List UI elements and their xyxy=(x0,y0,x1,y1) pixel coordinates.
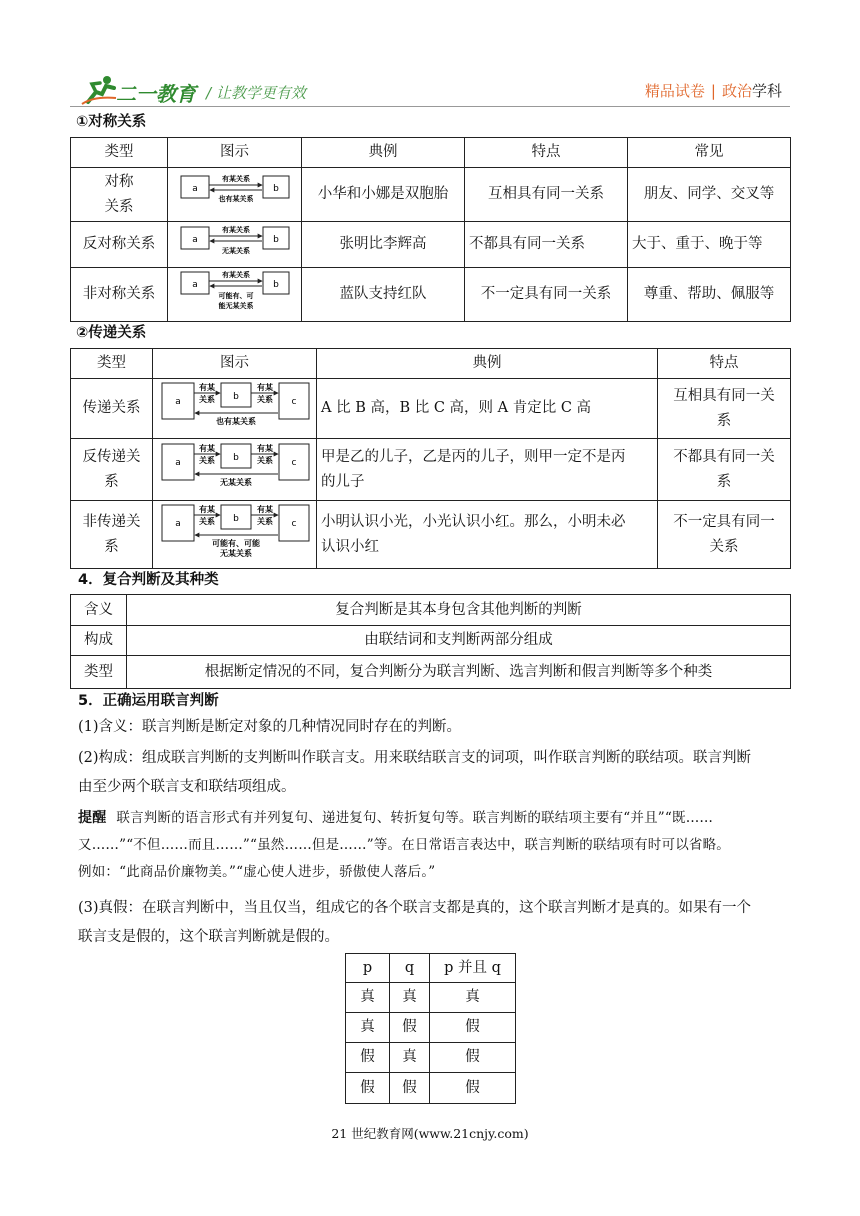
link-top-label: 有某 xyxy=(198,383,215,392)
node-a: a xyxy=(191,280,198,290)
node-c: c xyxy=(291,458,296,468)
truth-cell: 假 xyxy=(390,1073,430,1104)
type-cell: 反对称关系 xyxy=(71,222,168,268)
header-cell: 类型 xyxy=(71,349,153,379)
truth-cell: 假 xyxy=(346,1073,390,1104)
header-cell: 特点 xyxy=(658,349,791,379)
header-cell: 特点 xyxy=(465,138,628,168)
table-row xyxy=(346,1073,516,1104)
table-header-row xyxy=(346,954,516,983)
common-cell: 尊重、帮助、佩服等 xyxy=(628,268,791,322)
paragraph-structure xyxy=(78,744,784,802)
link-top-label: 有某 xyxy=(256,505,273,514)
node-a: a xyxy=(174,397,181,407)
feature-line: 不一定具有同一 xyxy=(673,513,775,530)
transitive-relation-diagram xyxy=(159,379,311,429)
section-transitive-title: ②传递关系 xyxy=(76,325,147,341)
type-line: 系 xyxy=(104,473,119,490)
content-cell: 复合判断是其本身包含其他判断的判断 xyxy=(127,595,791,626)
header-cell: p 并且 q xyxy=(430,954,516,983)
node-a: a xyxy=(191,235,198,245)
truth-cell: 假 xyxy=(390,1013,430,1043)
header-cell: 常见 xyxy=(628,138,791,168)
tip-line xyxy=(78,805,784,832)
link-top-label: 有某 xyxy=(256,444,273,453)
header-cell: p xyxy=(346,954,390,983)
relation-bottom-label-2: 能无某关系 xyxy=(218,302,253,310)
feature-line: 关系 xyxy=(709,538,739,555)
header-divider xyxy=(70,106,790,107)
type-line: 系 xyxy=(104,538,119,555)
example-cell: 张明比李辉高 xyxy=(302,222,465,268)
truth-cell: 真 xyxy=(390,983,430,1013)
relation-bottom-label: 也有某关系 xyxy=(218,195,253,203)
example-cell xyxy=(317,439,658,501)
type-cell xyxy=(71,439,153,501)
paragraph-line: (3)真假：在联言判断中，当且仅当，组成它的各个联言支都是真的，这个联言判断才是真的。如果有一个 xyxy=(78,900,752,916)
paragraph-line: 联言支是假的，这个联言判断就是假的。 xyxy=(78,929,339,945)
feature-line: 系 xyxy=(716,473,732,490)
example-cell: 蓝队支持红队 xyxy=(302,268,465,322)
example-line: 甲是乙的儿子，乙是丙的儿子，则甲一定不是丙 xyxy=(321,448,626,465)
section-compound-title: 4．复合判断及其种类 xyxy=(78,572,219,588)
link-mid-label: 关系 xyxy=(256,517,273,526)
node-a: a xyxy=(174,519,181,529)
link-mid-label: 关系 xyxy=(198,456,215,465)
type-cell xyxy=(71,168,168,222)
link-top-label: 有某 xyxy=(198,444,215,453)
truth-cell: 真 xyxy=(430,983,516,1013)
diagram-cell xyxy=(153,379,317,439)
header-cell: 图示 xyxy=(168,138,302,168)
relation-top-label: 有某关系 xyxy=(221,226,250,234)
tip-text: 联言判断的语言形式有并列复句、递进复句、转折复句等。联言判断的联结项主要有“并且”“既…… xyxy=(116,810,714,826)
truth-cell: 真 xyxy=(346,983,390,1013)
feature-line: 不都具有同一关 xyxy=(673,448,775,465)
table-row xyxy=(346,1043,516,1073)
feature-cell xyxy=(658,379,791,439)
example-cell xyxy=(317,501,658,569)
example-cell: 小华和小娜是双胞胎 xyxy=(302,168,465,222)
paragraph-line: (2)构成：组成联言判断的支判断叫作联言支。用来联结联言支的词项，叫作联言判断的联结项。联言判断 xyxy=(78,750,752,766)
truth-cell: 真 xyxy=(346,1013,390,1043)
diagram-cell xyxy=(153,501,317,569)
node-b: b xyxy=(232,392,239,402)
node-b: b xyxy=(232,514,239,524)
example-line: 认识小红 xyxy=(321,538,379,555)
section-symmetric-title: ①对称关系 xyxy=(76,114,147,130)
feature-cell: 互相具有同一关系 xyxy=(465,168,628,222)
type-line: 非传递关 xyxy=(82,513,141,530)
table-row xyxy=(71,168,791,222)
type-cell: 非对称关系 xyxy=(71,268,168,322)
antitransitive-relation-diagram xyxy=(159,440,311,490)
diagram-cell xyxy=(168,268,302,322)
content-cell: 由联结词和支判断两部分组成 xyxy=(127,626,791,656)
table-row xyxy=(346,983,516,1013)
table-row xyxy=(71,626,791,656)
table-row xyxy=(71,656,791,689)
section-conjunctive-title: 5．正确运用联言判断 xyxy=(78,693,219,709)
page-footer: 21 世纪教育网(www.21cnjy.com) xyxy=(331,1126,529,1141)
node-b: b xyxy=(272,280,279,290)
link-mid-label: 关系 xyxy=(198,517,215,526)
type-cell: 传递关系 xyxy=(71,379,153,439)
table-row xyxy=(71,501,791,569)
table-header-row xyxy=(71,138,791,168)
truth-cell: 假 xyxy=(430,1073,516,1104)
header-subject xyxy=(645,80,782,101)
table-row xyxy=(71,439,791,501)
link-mid-label: 关系 xyxy=(256,395,273,404)
node-b: b xyxy=(272,184,279,194)
antisymmetric-relation-diagram xyxy=(173,222,297,258)
relation-bottom-label: 无某关系 xyxy=(221,247,250,255)
feature-cell xyxy=(658,501,791,569)
feature-cell xyxy=(658,439,791,501)
node-a: a xyxy=(174,458,181,468)
truth-cell: 假 xyxy=(346,1043,390,1073)
header-subject-suffix: 学科 xyxy=(751,82,782,100)
label-cell: 类型 xyxy=(71,656,127,689)
runner-logo-icon xyxy=(80,74,120,106)
paragraph-definition: (1)含义：联言判断是断定对象的几种情况同时存在的判断。 xyxy=(78,719,462,735)
table-row xyxy=(71,595,791,626)
node-c: c xyxy=(291,397,296,407)
link-mid-label: 关系 xyxy=(198,395,215,404)
header-cell: 典例 xyxy=(317,349,658,379)
link-top-label: 有某 xyxy=(256,383,273,392)
header-cell: 典例 xyxy=(302,138,465,168)
symmetric-relation-diagram xyxy=(173,170,297,210)
compound-judgment-table xyxy=(70,594,791,689)
brand-name: 二一教育 xyxy=(116,82,196,106)
label-cell: 含义 xyxy=(71,595,127,626)
relation-top-label: 有某关系 xyxy=(221,271,250,279)
label-cell: 构成 xyxy=(71,626,127,656)
node-b: b xyxy=(272,235,279,245)
content-cell: 根据断定情况的不同，复合判断分为联言判断、选言判断和假言判断等多个种类 xyxy=(127,656,791,689)
header-cell: 图示 xyxy=(153,349,317,379)
transitive-table xyxy=(70,348,791,569)
link-mid-label: 关系 xyxy=(256,456,273,465)
tip-box xyxy=(78,805,784,886)
truth-cell: 假 xyxy=(430,1043,516,1073)
tip-line: 例如：“此商品价廉物美。”“虚心使人进步，骄傲使人落后。” xyxy=(78,864,436,880)
truth-table xyxy=(345,953,516,1104)
link-top-label: 有某 xyxy=(198,505,215,514)
table-row xyxy=(71,268,791,322)
node-c: c xyxy=(291,519,296,529)
node-a: a xyxy=(191,184,198,194)
relation-bottom-label: 也有某关系 xyxy=(215,417,256,426)
tip-label: 提醒 xyxy=(78,810,107,826)
common-cell: 朋友、同学、交叉等 xyxy=(628,168,791,222)
nontransitive-relation-diagram xyxy=(159,501,311,559)
type-line: 对称 xyxy=(104,173,134,190)
header-cell: q xyxy=(390,954,430,983)
feature-line: 互相具有同一关 xyxy=(673,387,775,404)
relation-bottom-label: 可能有、可 xyxy=(218,292,253,300)
diagram-cell xyxy=(168,222,302,268)
relation-bottom-label: 可能有、可能 xyxy=(211,539,260,548)
truth-cell: 假 xyxy=(430,1013,516,1043)
brand-slogan: / 让教学更有效 xyxy=(206,84,306,102)
common-cell: 大于、重于、晚于等 xyxy=(628,222,791,268)
example-line: 的儿子 xyxy=(321,473,365,490)
diagram-cell xyxy=(168,168,302,222)
type-line: 反传递关 xyxy=(82,448,141,465)
feature-cell: 不都具有同一关系 xyxy=(465,222,628,268)
table-row xyxy=(346,1013,516,1043)
tip-line: 又……”“不但……而且……”“虽然……但是……”等。在日常语言表达中，联言判断的联结项有时可以省略。 xyxy=(78,837,731,853)
truth-cell: 真 xyxy=(390,1043,430,1073)
type-cell xyxy=(71,501,153,569)
diagram-cell xyxy=(153,439,317,501)
type-line: 关系 xyxy=(104,198,134,215)
header-separator: | xyxy=(710,82,716,100)
node-b: b xyxy=(232,453,239,463)
paragraph-line: 由至少两个联言支和联结项组成。 xyxy=(78,779,296,795)
example-cell: A 比 B 高，B 比 C 高，则 A 肯定比 C 高 xyxy=(317,379,658,439)
feature-line: 系 xyxy=(716,412,732,429)
symmetric-table xyxy=(70,137,791,322)
relation-top-label: 有某关系 xyxy=(221,175,250,183)
table-header-row xyxy=(71,349,791,379)
feature-cell: 不一定具有同一关系 xyxy=(465,268,628,322)
paragraph-truth xyxy=(78,894,784,952)
relation-bottom-label-2: 无某关系 xyxy=(219,549,252,558)
table-row xyxy=(71,222,791,268)
header-cell: 类型 xyxy=(71,138,168,168)
table-row xyxy=(71,379,791,439)
header-subject-name: 政治 xyxy=(721,82,752,100)
relation-bottom-label: 无某关系 xyxy=(219,478,252,487)
example-line: 小明认识小光，小光认识小红。那么，小明未必 xyxy=(321,513,626,530)
nonsymmetric-relation-diagram xyxy=(173,268,297,312)
header-quality-label: 精品试卷 xyxy=(644,82,705,100)
